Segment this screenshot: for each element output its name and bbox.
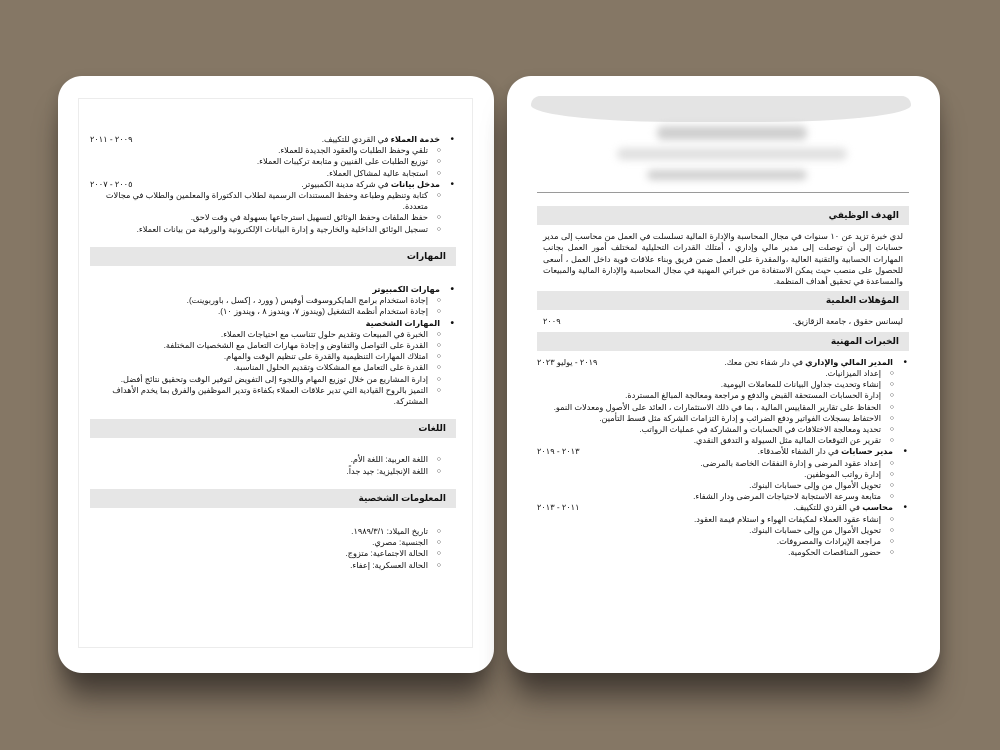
experience-entry	[90, 179, 456, 235]
skill-item: ○ امتلاك المهارات التنظيمية والقدرة على تنظيم الوقت والمهام.	[90, 351, 428, 362]
job-title	[90, 179, 456, 190]
skills-group-personal: • المهارات الشخصية	[90, 318, 456, 329]
section-heading-languages: اللغات	[90, 419, 456, 438]
job-role: محاسب	[862, 503, 893, 513]
duty-item: ○ الاحتفاظ بسجلات الفواتير ودفع الضرائب و إدارة التزامات الشركة مثل قسط التأمين.	[537, 413, 881, 424]
skill-item: ○ الخبرة في المبيعات وتقديم حلول تتناسب مع احتياجات العملاء.	[90, 329, 428, 340]
personal-info-item: ○ تاريخ الميلاد: ١٩٨٩/٣/١.	[90, 526, 428, 537]
duty-item: ○ تقرير عن التوقعات المالية مثل السيولة و التدفق النقدي.	[537, 435, 881, 446]
personal-info-list	[90, 526, 456, 571]
duty-item: ○ حفظ الملفات وحفظ الوثائق لتسهيل استرجاعها بسهولة في وقت لاحق.	[90, 212, 428, 223]
job-title	[537, 357, 909, 368]
job-duties	[90, 190, 456, 235]
duty-item: ○ إدارة رواتب الموظفين.	[537, 469, 881, 480]
job-title	[537, 446, 909, 457]
skill-item: ○ إجادة استخدام برامج المايكروسوفت أوفيس ( وورد ، إكسل ، باوربوينت).	[90, 295, 428, 306]
section-heading-objective: الهدف الوظيفي	[537, 206, 909, 225]
blurred-name	[657, 126, 807, 140]
duty-item: ○ تحويل الأموال من وإلى حسابات البنوك.	[537, 480, 881, 491]
duty-item: ○ إعداد عقود المرضى و إدارة النفقات الخاصة بالمرضى.	[537, 458, 881, 469]
duty-item: ○ استجابة عالية لمشاكل العملاء.	[90, 168, 428, 179]
skill-item: ○ إدارة المشاريع من خلال توزيع المهام واللجوء إلى التفويض لتوفير الوقت وتحقيق نتائج أفضل.	[90, 374, 428, 385]
language-item: ○ اللغة الإنجليزية: جيد جداً.	[90, 466, 428, 477]
duty-item: ○ تسجيل الوثائق الداخلية والخارجية و إدارة البيانات الإلكترونية والورقية من بيانات العملاء.	[90, 224, 428, 235]
education-entry	[537, 316, 909, 327]
section-heading-personal-info: المعلومات الشخصية	[90, 489, 456, 508]
personal-info-item: ○ الحالة العسكرية: إعفاء.	[90, 560, 428, 571]
page-2-content	[90, 134, 456, 571]
duty-item: ○ مراجعة الإيرادات والمصروفات.	[537, 536, 881, 547]
job-company: في دار الشفاء للأصدقاء.	[757, 447, 842, 457]
duty-item: ○ تحديد ومعالجة الاختلافات في الحسابات و المشاركة في عمليات الرواتب.	[537, 424, 881, 435]
job-duties	[90, 145, 456, 179]
duty-item: ○ متابعة وسرعة الاستجابة لاحتياجات المرضى ودار الشفاء.	[537, 491, 881, 502]
job-role: مدير حسابات	[841, 447, 893, 457]
job-company: في القردي للتكييف.	[793, 503, 863, 513]
duty-item: ○ إعداد الميزانيات.	[537, 368, 881, 379]
skill-item: ○ إجادة استخدام أنظمة التشغيل (ويندوز ٧، ويندوز ٨ ، ويندوز ١٠).	[90, 306, 428, 317]
page-1-content	[537, 206, 909, 558]
objective-text: لدي خبرة تزيد عن ١٠ سنوات في مجال المحاسبة والإدارة المالية تسلسلت في العمل من محاسب إلى مدير حسابات إلى أن توصلت إلى مدير مالي وإداري ، أمتلك القدرات التحليلية لمختلف أمور العمل بجانب المهارات الحسابية والتقنية العالية ،والمقدرة على العمل ضمن فريق وبناء علاقات قوية داخل العمل ، أسعى للحصول على منصب حيث يمكن الاستفادة من خبراتي المهنية في مجال المحاسبة والإدارة المالية والمبيعات والمساعدة في تحقيق أهداف المنظمة.	[543, 232, 903, 287]
duty-item: ○ الحفاظ على تقارير المقاييس المالية ، بما في ذلك الاستثمارات ، العائد على الأصول ومعدلات النمو.	[537, 402, 881, 413]
job-company: في شركة مدينة الكمبيوتر.	[301, 179, 391, 189]
section-heading-skills: المهارات	[90, 247, 456, 266]
computer-skills-list	[90, 295, 456, 317]
skill-item: ○ القدرة على التعامل مع المشكلات وتقديم الحلول المناسبة.	[90, 362, 428, 373]
experience-entry	[90, 134, 456, 179]
duty-item: ○ توزيع الطلبات على الفنيين و متابعة تركيبات العملاء.	[90, 156, 428, 167]
experience-entry	[537, 357, 909, 447]
duty-item: ○ إنشاء عقود العملاء لمكيفات الهواء و استلام قيمة العقود.	[537, 514, 881, 525]
duty-item: ○ كتابة وتنظيم وطباعة وحفظ المستندات الرسمية لطلاب الدكتوراة والمعلمين والطلاب في مجالات متعددة.	[90, 190, 428, 212]
blurred-contact-info	[617, 148, 847, 160]
skill-item: ○ القدرة على التواصل والتفاوض و إجادة مهارات التعامل مع الشخصيات المختلفة.	[90, 340, 428, 351]
job-date: ٢٠١٩ - يوليو ٢٠٢٣	[537, 357, 598, 367]
degree: ليسانس حقوق ، جامعة الزقازيق.	[792, 317, 903, 327]
job-title	[90, 134, 456, 145]
personal-skills-list	[90, 329, 456, 407]
duty-item: ○ تحويل الأموال من وإلى حسابات البنوك.	[537, 525, 881, 536]
section-heading-education: المؤهلات العلمية	[537, 291, 909, 310]
resume-page-1	[507, 76, 940, 673]
duty-item: ○ حضور المناقصات الحكومية.	[537, 547, 881, 558]
section-heading-experience: الخبرات المهنية	[537, 332, 909, 351]
job-date: ٢٠١٣ - ٢٠١٩	[537, 447, 580, 457]
personal-info-item: ○ الحالة الاجتماعية: متزوج.	[90, 548, 428, 559]
skills-group-computer: • مهارات الكمبيوتر	[90, 284, 456, 295]
job-date: ٢٠١١ - ٢٠١٣	[537, 503, 580, 513]
experience-entry	[537, 502, 909, 558]
job-duties	[537, 514, 909, 559]
job-company: في القردي للتكييف.	[321, 135, 391, 144]
job-role: خدمة العملاء	[390, 135, 440, 144]
job-date: ٢٠٠٩ - ٢٠١١	[90, 135, 133, 144]
duty-item: ○ تلقي وحفظ الطلبات والعقود الجديدة للعملاء.	[90, 145, 428, 156]
duty-item: ○ إنشاء وتحديث جداول البيانات للمعاملات اليومية.	[537, 379, 881, 390]
experience-entry	[537, 446, 909, 502]
graduation-year: ٢٠٠٩	[543, 317, 561, 327]
personal-info-item: ○ الجنسية: مصري.	[90, 537, 428, 548]
header-divider	[537, 192, 909, 193]
job-company: في دار شفاء نحن معك.	[724, 357, 806, 367]
languages-list	[90, 454, 456, 476]
job-duties	[537, 458, 909, 503]
blurred-address	[647, 170, 807, 180]
header-banner	[531, 96, 911, 122]
job-duties	[537, 368, 909, 446]
duty-item: ○ إدارة الحسابات المستحقة القبض والدفع و مراجعة ومعالجة المبالغ المستردة.	[537, 390, 881, 401]
skill-item: ○ التميز بالروح القيادية التي تدير علاقات العملاء بكفاءة وتدير الموظفين والفرق بما يخدم الأهداف المشتركة.	[90, 385, 428, 407]
language-item: ○ اللغة العربية: اللغة الأم.	[90, 454, 428, 465]
job-role: مدخل بيانات	[390, 179, 440, 189]
job-role: المدير المالي والإداري	[805, 357, 893, 367]
job-date: ٢٠٠٥ - ٢٠٠٧	[90, 179, 133, 189]
job-title	[537, 502, 909, 513]
resume-page-2	[58, 76, 494, 673]
